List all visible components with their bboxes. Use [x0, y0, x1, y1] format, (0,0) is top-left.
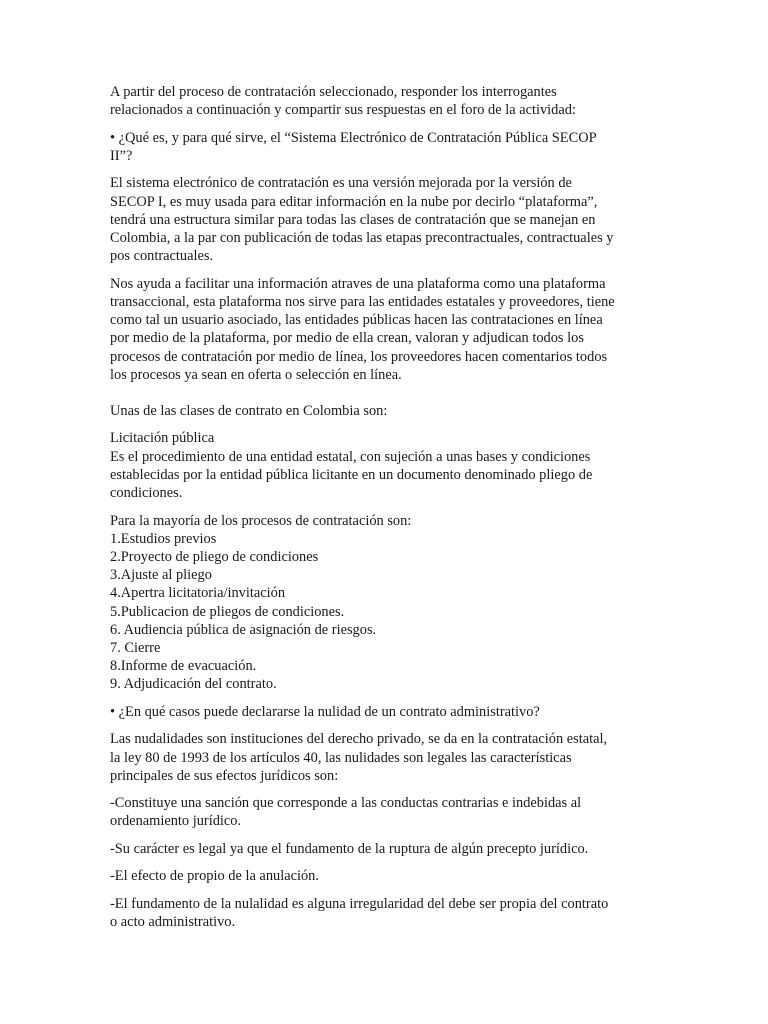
contract-types-intro: Unas de las clases de contrato en Colombia son: — [110, 402, 388, 419]
question-secop: • ¿Qué es, y para qué sirve, el “Sistema Electrónico de Contratación Pública SECOP II”? — [110, 129, 597, 164]
answer-secop-paragraph-1: El sistema electrónico de contratación es una versión mejorada por la versión de SECOP I, es muy usada para editar información en la nube por decirlo “plataforma”, tendrá una estructura similar para todas las clases de contratación que se manejan en Colombia, a la par con publicación de todas las etapas precontractuales, contractuales y pos contractuales. — [110, 175, 614, 265]
list-item: 9. Adjudicación del contrato. — [110, 676, 277, 693]
nulidad-effect-3: -El efecto de propio de la anulación. — [110, 868, 319, 885]
list-item: 6. Audiencia pública de asignación de riesgos. — [110, 621, 377, 638]
licitacion-section — [110, 429, 658, 502]
list-item: 1.Estudios previos — [110, 530, 217, 547]
list-item: 2.Proyecto de pliego de condiciones — [110, 548, 319, 565]
intro-paragraph: A partir del proceso de contratación seleccionado, responder los interrogantes relacionados a continuación y compartir sus respuestas en el foro de la actividad: — [110, 84, 576, 119]
licitacion-title: Licitación pública — [110, 430, 215, 447]
process-steps-intro: Para la mayoría de los procesos de contratación son: — [110, 512, 412, 529]
list-item: 8.Informe de evacuación. — [110, 658, 257, 675]
nulidad-effect-4: -El fundamento de la nulalidad es alguna irregularidad del debe ser propia del contrato o acto administrativo. — [110, 895, 609, 931]
list-item: 4.Apertra licitatoria/invitación — [110, 585, 286, 602]
nulidad-effect-2: -Su carácter es legal ya que el fundamento de la ruptura de algún precepto jurídico. — [110, 840, 589, 857]
nulidad-effect-1: -Constituye una sanción que corresponde a las conductas contrarias e indebidas al ordenamiento jurídico. — [110, 795, 582, 830]
answer-secop-paragraph-2: Nos ayuda a facilitar una información atraves de una plataforma como una plataforma transaccional, esta plataforma nos sirve para las entidades estatales y proveedores, tiene como tal un usuario asociado, las entidades públicas hacen las contrataciones en línea por medio de la plataforma, por medio de ella crean, valoran y adjudican todos los procesos de contratación por medio de línea, los proveedores hacen comentarios todos los procesos ya sean en oferta o selección en línea. — [110, 275, 615, 383]
list-item: 3.Ajuste al pliego — [110, 567, 212, 584]
process-steps-section — [110, 512, 658, 694]
document-page — [110, 83, 658, 941]
licitacion-description: Es el procedimiento de una entidad estatal, con sujeción a unas bases y condiciones establecidas por la entidad pública licitante en un documento denominado pliego de condiciones. — [110, 448, 593, 502]
question-nulidad: • ¿En qué casos puede declararse la nulidad de un contrato administrativo? — [110, 703, 540, 720]
list-item: 7. Cierre — [110, 639, 161, 656]
list-item: 5.Publicacion de pliegos de condiciones. — [110, 603, 345, 620]
answer-nulidad-paragraph: Las nudalidades son instituciones del derecho privado, se da en la contratación estatal, la ley 80 de 1993 de los artículos 40, las nulidades son legales las características principales de sus efectos jurídicos son: — [110, 731, 608, 784]
